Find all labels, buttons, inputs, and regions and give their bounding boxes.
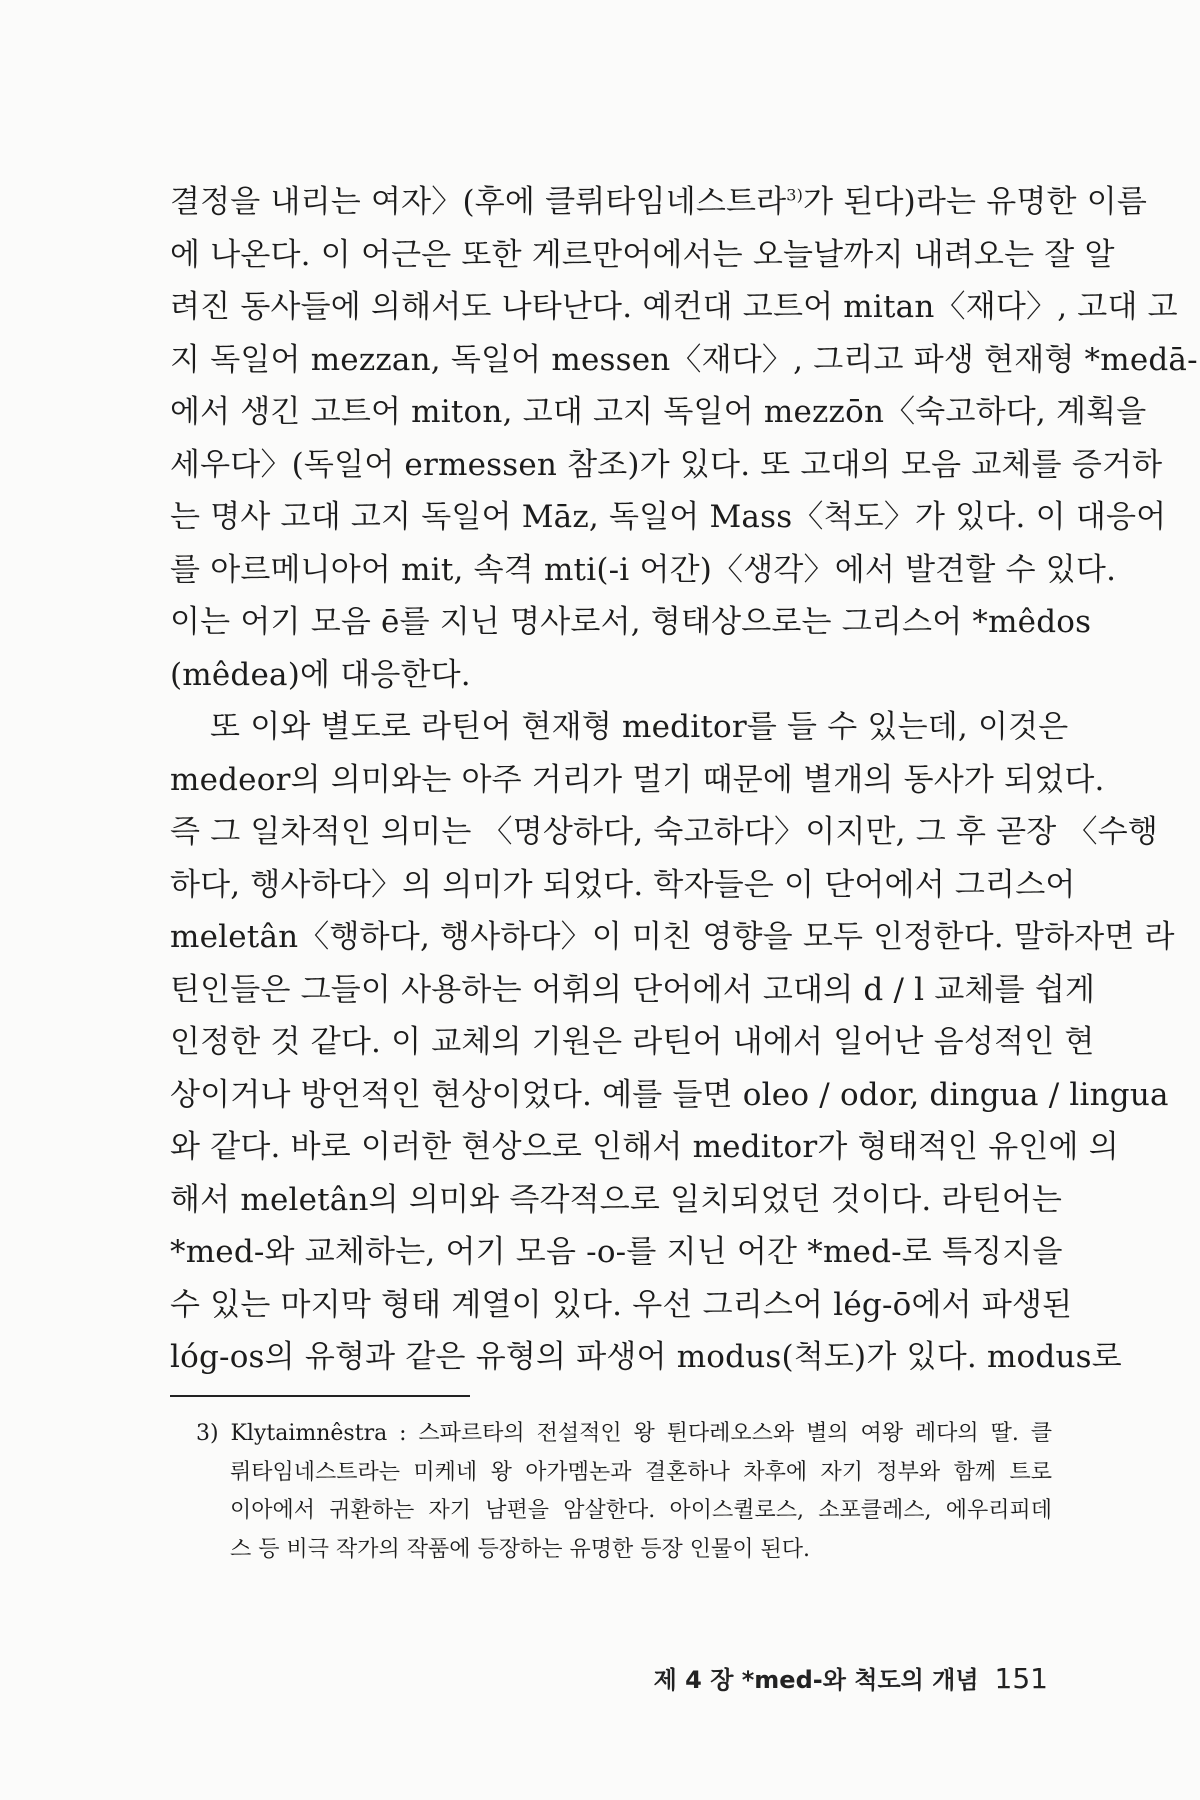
text-line: 하다, 행사하다〉의 의미가 되었다. 학자들은 이 단어에서 그리스어 <box>170 866 1076 903</box>
text-line: 즉 그 일차적인 의미는 〈명상하다, 숙고하다〉이지만, 그 후 곧장 〈수행 <box>170 814 1158 850</box>
footnote-line: 이아에서 귀환하는 자기 남편을 암살한다. 아이스퀼로스, 소포클레스, 에우리피데 <box>230 1498 1052 1523</box>
text-line <box>170 176 1148 229</box>
text-line: 에서 생긴 고트어 miton, 고대 고지 독일어 mezzōn〈숙고하다, 계획을 <box>170 394 1147 430</box>
text-line: 를 아르메니아어 mit, 속격 mti(-i 어간)〈생각〉에서 발견할 수 있다. <box>170 551 1117 588</box>
text-line: 와 같다. 바로 이러한 현상으로 인해서 meditor가 형태적인 유인에 의 <box>170 1129 1119 1165</box>
text-line: 틴인들은 그들이 사용하는 어휘의 단어에서 고대의 d / l 교체를 쉽게 <box>170 971 1096 1008</box>
text-line: 상이거나 방언적인 현상이었다. 예를 들면 oleo / odor, dingua / lingua <box>170 1076 1169 1113</box>
text-line: 이는 어기 모음 ē를 지닌 명사로서, 형태상으로는 그리스어 *mêdos <box>170 604 1092 640</box>
footnote-line: 뤼타임네스트라는 미케네 왕 아가멤논과 결혼하나 차후에 자기 정부와 함께 트로 <box>230 1459 1052 1485</box>
text-line: 지 독일어 mezzan, 독일어 messen〈재다〉, 그리고 파생 현재형 *medā- <box>170 341 1198 378</box>
footnote-line: 스 등 비극 작가의 작품에 등장하는 유명한 등장 인물이 된다. <box>230 1536 810 1562</box>
text-line: 세우다〉(독일어 ermessen 참조)가 있다. 또 고대의 모음 교체를 증거하 <box>170 446 1163 483</box>
text-line: 수 있는 마지막 형태 계열이 있다. 우선 그리스어 lég-ō에서 파생된 <box>170 1286 1073 1323</box>
text-line: 려진 동사들에 의해서도 나타난다. 예컨대 고트어 mitan〈재다〉, 고대 고 <box>170 289 1178 325</box>
footnote-marker: 3) <box>786 185 804 205</box>
text-line-start: 결정을 내리는 여자〉(후에 클뤼타임네스트라 <box>170 184 787 220</box>
text-line: 인정한 것 같다. 이 교체의 기원은 라틴어 내에서 일어난 음성적인 현 <box>170 1024 1095 1060</box>
footnote-divider <box>170 1395 470 1397</box>
text-line: (mêdea)에 대응한다. <box>170 656 471 693</box>
text-line: 또 이와 별도로 라틴어 현재형 meditor를 들 수 있는데, 이것은 <box>210 709 1069 745</box>
body-text <box>170 176 1198 1384</box>
footnote-line: 3) Klytaimnêstra : 스파르타의 전설적인 왕 튄다레오스와 별의 여왕 레다의 딸. 클 <box>196 1421 1052 1446</box>
footnote-block <box>196 1415 1052 1569</box>
text-line: 해서 meletân의 의미와 즉각적으로 일치되었던 것이다. 라틴어는 <box>170 1181 1063 1218</box>
text-line: medeor의 의미와는 아주 거리가 멀기 때문에 별개의 동사가 되었다. <box>170 761 1105 798</box>
text-line: meletân〈행하다, 행사하다〉이 미친 영향을 모두 인정한다. 말하자면 라 <box>170 919 1175 955</box>
text-line: lóg-os의 유형과 같은 유형의 파생어 modus(척도)가 있다. modus로 <box>170 1339 1122 1375</box>
text-line: 는 명사 고대 고지 독일어 Māz, 독일어 Mass〈척도〉가 있다. 이 대응어 <box>170 499 1167 535</box>
page-number: 151 <box>994 1662 1048 1695</box>
text-line-end: 가 된다)라는 유명한 이름 <box>803 184 1148 220</box>
text-line: 에 나온다. 이 어근은 또한 게르만어에서는 오늘날까지 내려오는 잘 알 <box>170 236 1115 273</box>
running-footer <box>654 1660 1048 1695</box>
chapter-title: 제 4 장 *med-와 척도의 개념 <box>653 1666 979 1694</box>
text-line: *med-와 교체하는, 어기 모음 -o-를 지닌 어간 *med-로 특징지을 <box>170 1234 1063 1270</box>
